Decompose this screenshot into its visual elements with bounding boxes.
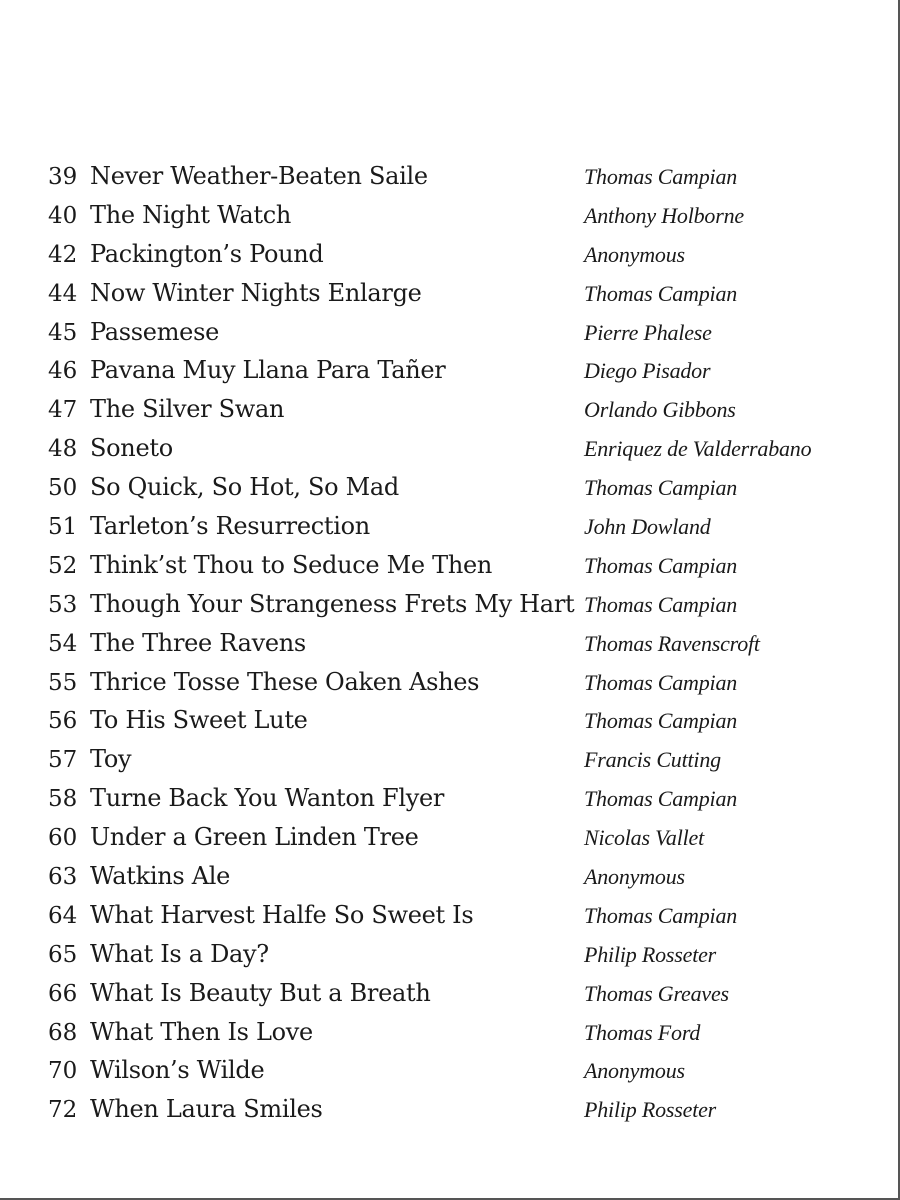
composer-name: Enriquez de Valderrabano [584, 436, 812, 462]
page-number: 39 [48, 164, 78, 190]
toc-entry [48, 668, 868, 707]
page-number: 66 [48, 980, 78, 1007]
toc-entry [48, 590, 868, 629]
piece-title: The Night Watch [90, 200, 292, 229]
composer-name: Thomas Ravenscroft [584, 630, 760, 656]
page-number: 58 [48, 786, 78, 813]
composer-name: Thomas Campian [584, 902, 738, 928]
composer-name: Thomas Campian [584, 280, 738, 306]
page-number: 51 [48, 514, 78, 541]
piece-title: What Is Beauty But a Breath [90, 978, 431, 1007]
toc-entry [48, 162, 868, 201]
page-number: 42 [48, 241, 78, 268]
composer-name: Thomas Campian [584, 708, 738, 734]
page-number: 56 [48, 708, 78, 735]
table-of-contents [48, 162, 868, 1134]
piece-title: Pavana Muy Llana Para Tañer [90, 356, 446, 385]
composer-name: Thomas Greaves [584, 980, 729, 1006]
page-number: 63 [48, 864, 78, 891]
page-number: 53 [48, 591, 78, 618]
composer-name: Thomas Campian [584, 786, 738, 812]
composer-name: Thomas Ford [584, 1019, 701, 1045]
piece-title: What Harvest Halfe So Sweet Is [90, 900, 474, 929]
composer-name: Thomas Campian [584, 669, 738, 695]
piece-title: Think’st Thou to Seduce Me Then [90, 550, 493, 579]
piece-title: Tarleton’s Resurrection [90, 512, 370, 541]
piece-title: Thrice Tosse These Oaken Ashes [90, 667, 480, 696]
piece-title: Passemese [90, 317, 219, 346]
toc-entry [48, 940, 868, 979]
piece-title: The Three Ravens [90, 628, 306, 657]
page-number: 70 [48, 1058, 78, 1085]
composer-name: Anonymous [584, 241, 685, 267]
toc-entry [48, 551, 868, 590]
piece-title: What Is a Day? [90, 939, 269, 968]
toc-entry [48, 512, 868, 551]
toc-entry [48, 434, 868, 473]
toc-entry [48, 240, 868, 279]
piece-title: What Then Is Love [90, 1017, 313, 1046]
page-number: 72 [48, 1097, 78, 1124]
composer-name: Anthony Holborne [584, 202, 744, 228]
page-number: 44 [48, 280, 78, 307]
toc-entry [48, 862, 868, 901]
piece-title: Turne Back You Wanton Flyer [90, 784, 445, 813]
toc-entry [48, 395, 868, 434]
composer-name: John Dowland [584, 514, 711, 540]
page-number: 48 [48, 436, 78, 463]
composer-name: Thomas Campian [584, 164, 738, 189]
page-number: 40 [48, 202, 78, 229]
composer-name: Philip Rosseter [584, 1097, 717, 1123]
composer-name: Orlando Gibbons [584, 397, 736, 423]
piece-title: Toy [90, 745, 132, 774]
page-number: 47 [48, 397, 78, 424]
toc-entry [48, 745, 868, 784]
composer-name: Thomas Campian [584, 591, 738, 617]
toc-entry [48, 201, 868, 240]
piece-title: Soneto [90, 434, 173, 463]
toc-entry [48, 1018, 868, 1057]
toc-entry [48, 629, 868, 668]
piece-title: Never Weather-Beaten Saile [90, 162, 428, 190]
page-number: 46 [48, 358, 78, 385]
page-number: 50 [48, 475, 78, 502]
composer-name: Thomas Campian [584, 552, 738, 578]
page-number: 65 [48, 941, 78, 968]
piece-title: Now Winter Nights Enlarge [90, 278, 422, 307]
toc-entry [48, 784, 868, 823]
piece-title: The Silver Swan [90, 395, 285, 424]
piece-title: So Quick, So Hot, So Mad [90, 473, 399, 502]
toc-entry [48, 356, 868, 395]
page-number: 45 [48, 319, 78, 346]
page-number: 68 [48, 1019, 78, 1046]
toc-entry [48, 979, 868, 1018]
piece-title: Under a Green Linden Tree [90, 823, 419, 852]
toc-entry [48, 473, 868, 512]
composer-name: Pierre Phalese [584, 319, 712, 345]
piece-title: Watkins Ale [90, 862, 231, 891]
page-number: 64 [48, 902, 78, 929]
piece-title: Packington’s Pound [90, 239, 324, 268]
toc-entry [48, 1056, 868, 1095]
toc-entry [48, 901, 868, 940]
piece-title: Though Your Strangeness Frets My Hart [90, 589, 575, 618]
composer-name: Diego Pisador [584, 358, 711, 384]
page-number: 55 [48, 669, 78, 696]
page-number: 60 [48, 825, 78, 852]
composer-name: Anonymous [584, 864, 685, 890]
toc-entry [48, 318, 868, 357]
toc-entry [48, 1095, 868, 1134]
toc-entry [48, 706, 868, 745]
piece-title: When Laura Smiles [90, 1095, 323, 1124]
toc-entry [48, 279, 868, 318]
piece-title: Wilson’s Wilde [90, 1056, 265, 1085]
composer-name: Thomas Campian [584, 475, 738, 501]
page-number: 57 [48, 747, 78, 774]
page-number: 54 [48, 630, 78, 657]
piece-title: To His Sweet Lute [90, 706, 308, 735]
composer-name: Philip Rosseter [584, 941, 717, 967]
composer-name: Anonymous [584, 1058, 685, 1084]
page-number: 52 [48, 552, 78, 579]
toc-entry [48, 823, 868, 862]
composer-name: Nicolas Vallet [584, 825, 705, 851]
composer-name: Francis Cutting [584, 747, 721, 773]
